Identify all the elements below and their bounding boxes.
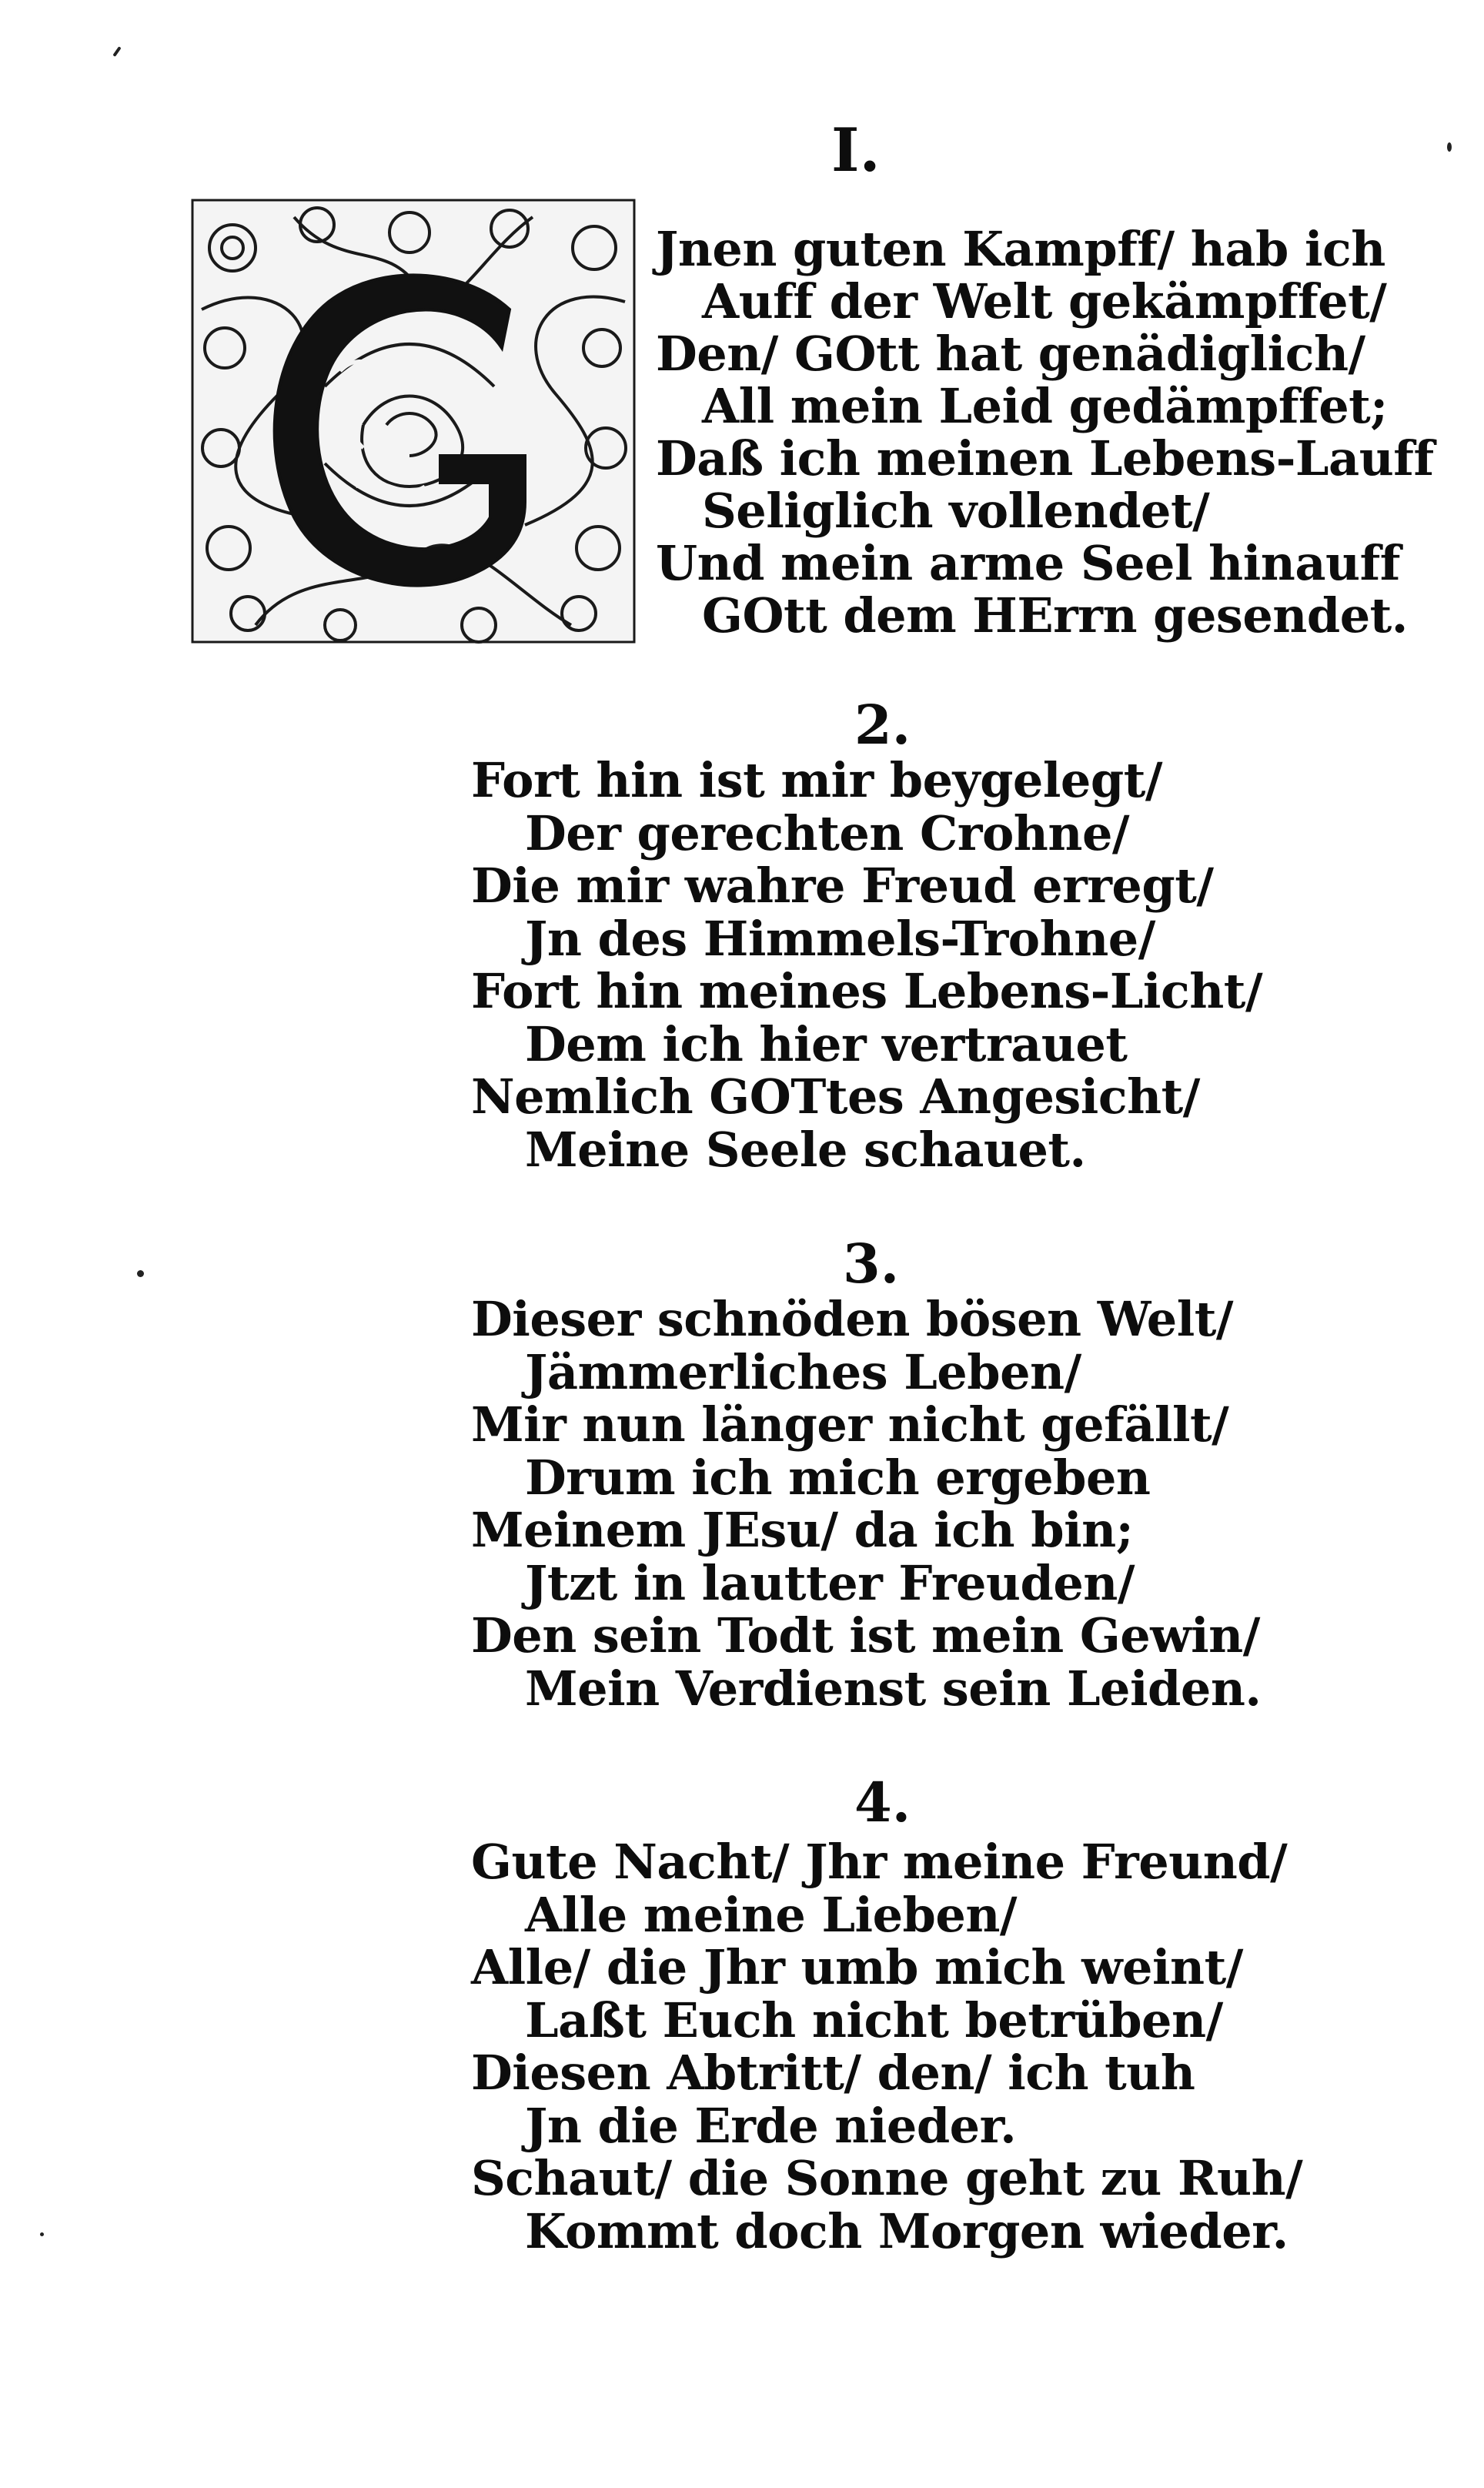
verse-line: Nemlich GOTtes Angesicht/: [471, 1068, 1200, 1125]
scan-speck: [112, 46, 121, 57]
verse-line: Mein Verdienst sein Leiden.: [525, 1660, 1262, 1717]
scan-speck: [40, 2232, 44, 2236]
verse-line: Daß ich meinen Lebens-Lauff: [656, 430, 1434, 487]
verse-line: Jtzt in lautter Freuden/: [525, 1554, 1135, 1611]
scan-speck: [137, 1270, 144, 1277]
stanza-4: [471, 1836, 1302, 2258]
verse-line: Meinem JEsu/ da ich bin;: [471, 1502, 1134, 1558]
stanza-number: 3.: [843, 1232, 900, 1296]
verse-line: All mein Leid gedämpffet;: [702, 378, 1388, 434]
verse-line: Meine Seele schauet.: [525, 1121, 1086, 1178]
verse-line: Kommt doch Morgen wieder.: [525, 2202, 1288, 2259]
verse-line: Diesen Abtritt/ den/ ich tuh: [471, 2045, 1195, 2101]
stanza-1: [656, 223, 1434, 642]
verse-line: Fort hin ist mir beygelegt/: [471, 752, 1163, 808]
verse-line: Den sein Todt ist mein Gewin/: [471, 1607, 1260, 1664]
page-number: I.: [831, 115, 881, 186]
verse-line: Auff der Welt gekämpffet/: [702, 273, 1387, 329]
verse-line: Dieser schnöden bösen Welt/: [471, 1291, 1234, 1347]
scan-speck: [1447, 142, 1452, 152]
verse-line: Fort hin meines Lebens-Licht/: [471, 963, 1263, 1019]
stanza-2: [471, 754, 1262, 1176]
verse-line: Der gerechten Crohne/: [525, 804, 1130, 861]
stanza-number: 4.: [854, 1771, 911, 1834]
verse-line: Jämmerliches Leben/: [525, 1343, 1081, 1400]
verse-line: Drum ich mich ergeben: [525, 1449, 1151, 1506]
verse-line: Den/ GOtt hat genädiglich/: [656, 326, 1365, 382]
verse-line: Und mein arme Seel hinauff: [656, 535, 1400, 591]
verse-line: Jn die Erde nieder.: [525, 2097, 1017, 2154]
verse-line: Die mir wahre Freud erregt/: [471, 858, 1214, 914]
decorated-initial-letter: [186, 194, 640, 648]
verse-line: Dem ich hier vertrauet: [525, 1015, 1128, 1072]
verse-line: Gute Nacht/ Jhr meine Freund/: [471, 1834, 1288, 1890]
verse-line: GOtt dem HErrn gesendet.: [702, 587, 1408, 644]
verse-line: Alle meine Lieben/: [525, 1886, 1018, 1943]
verse-line: Seliglich vollendet/: [702, 483, 1210, 539]
verse-line: Mir nun länger nicht gefällt/: [471, 1396, 1229, 1453]
verse-line: Schaut/ die Sonne geht zu Ruh/: [471, 2150, 1303, 2206]
stanza-3: [471, 1293, 1262, 1715]
verse-line: Alle/ die Jhr umb mich weint/: [471, 1939, 1243, 1995]
verse-line: Jn des Himmels-Trohne/: [525, 910, 1155, 967]
verse-line: Jnen guten Kampff/ hab ich: [656, 221, 1385, 277]
stanza-number: 2.: [854, 693, 911, 757]
verse-line: Laßt Euch nicht betrüben/: [525, 1991, 1223, 2048]
